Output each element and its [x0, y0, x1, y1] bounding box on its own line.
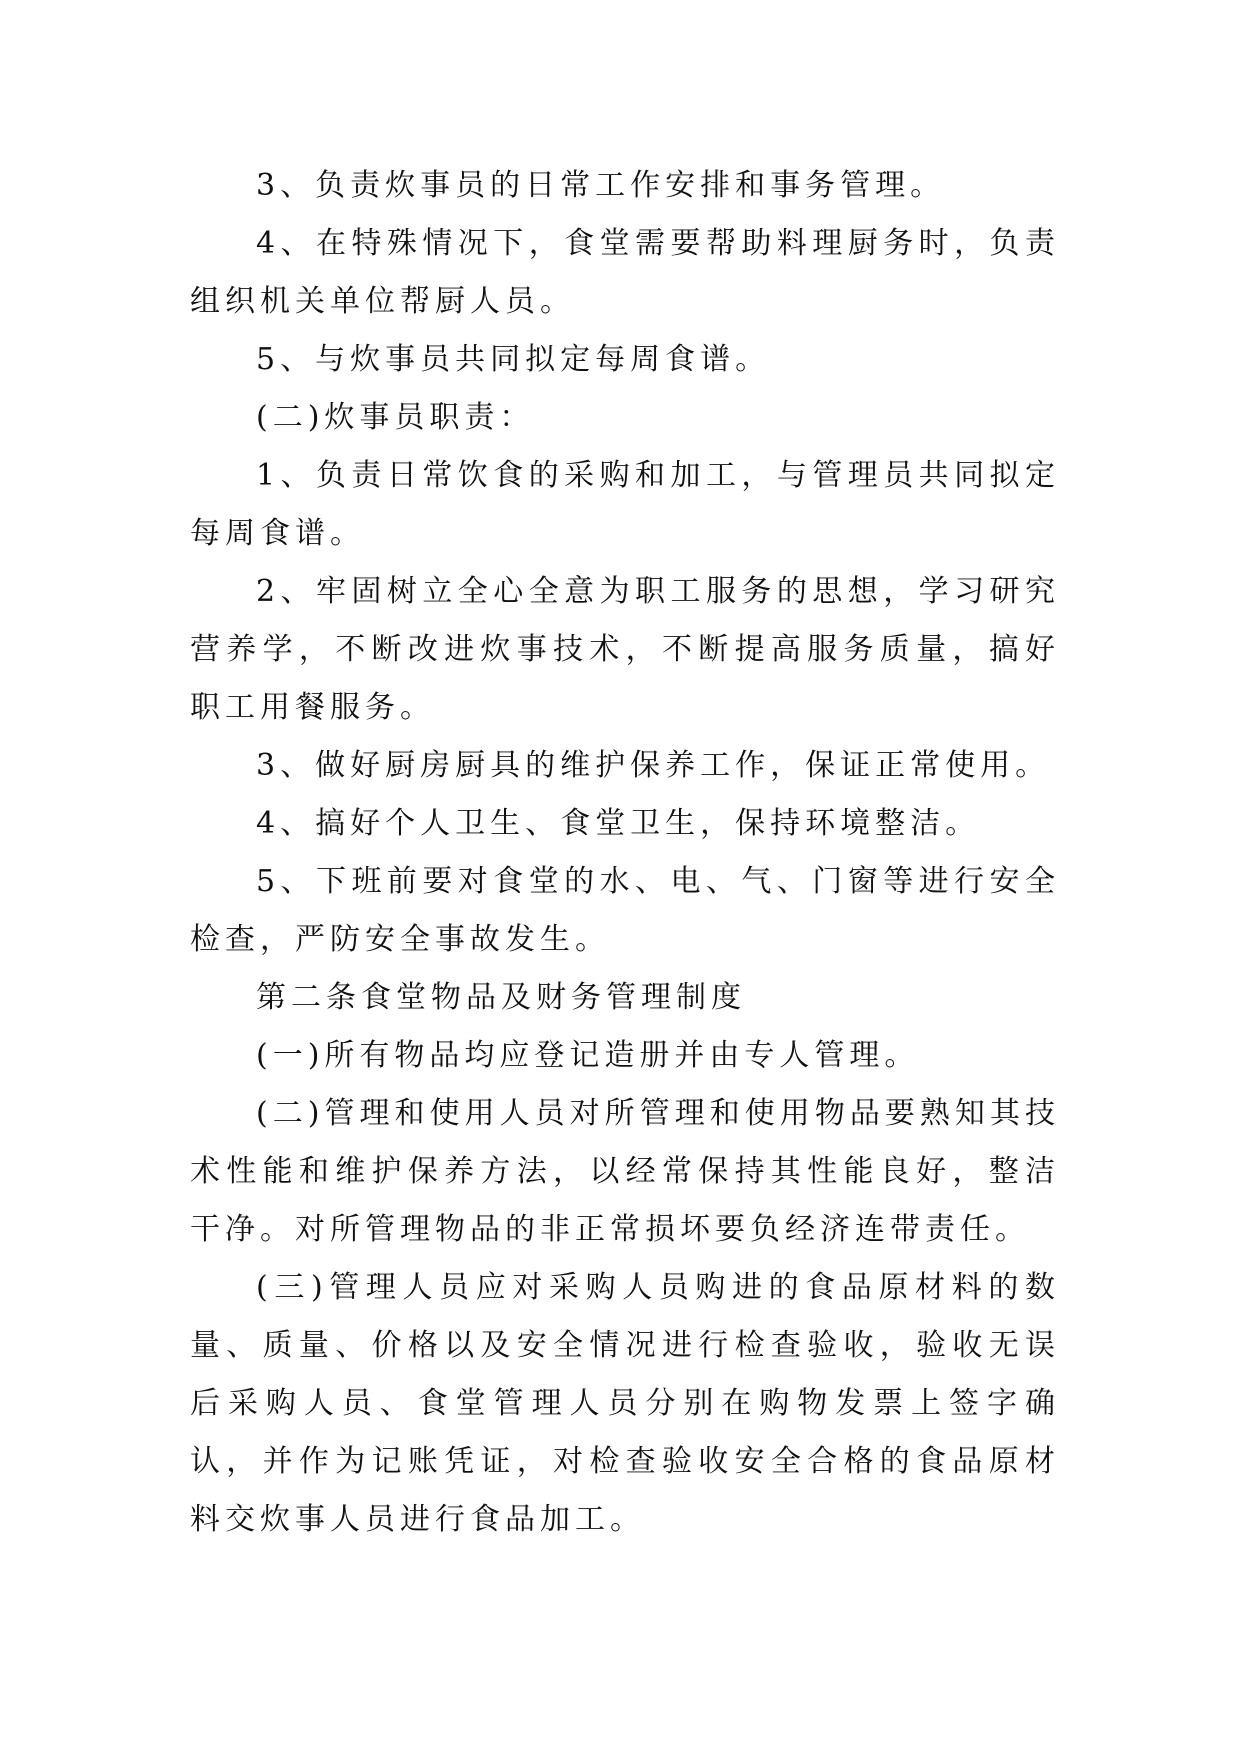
paragraph-manager-duty-3: 3、负责炊事员的日常工作安排和事务管理。 [256, 168, 946, 203]
paragraph-cook-duty-4: 4、搞好个人卫生、食堂卫生，保持环境整洁。 [256, 806, 981, 841]
paragraph-cook-duty-5: 5、下班前要对食堂的水、电、气、门窗等进行安全检查，严防安全事故发生。 [190, 864, 1060, 957]
paragraph-cook-duty-2: 2、牢固树立全心全意为职工服务的思想，学习研究营养学，不断改进炊事技术，不断提高服务质量，搞好职工用餐服务。 [190, 574, 1060, 725]
section-heading-cook-duties: (二)炊事员职责： [256, 400, 535, 435]
paragraph-manager-duty-5: 5、与炊事员共同拟定每周食谱。 [256, 342, 771, 377]
paragraph-item-1: (一)所有物品均应登记造册并由专人管理。 [256, 1038, 920, 1073]
paragraph-item-3: (三)管理人员应对采购人员购进的食品原材料的数量、质量、价格以及安全情况进行检查验收，验收无误后采购人员、食堂管理人员分别在购物发票上签字确认，并作为记账凭证，对检查验收安全合格的食品原材料交炊事人员进行食品加工。 [190, 1270, 1060, 1537]
document-body [190, 157, 1060, 1549]
paragraph-manager-duty-4: 4、在特殊情况下，食堂需要帮助料理厨务时，负责组织机关单位帮厨人员。 [190, 226, 1060, 319]
article-heading-2: 第二条食堂物品及财务管理制度 [256, 980, 746, 1015]
paragraph-cook-duty-3: 3、做好厨房厨具的维护保养工作，保证正常使用。 [256, 748, 1051, 783]
paragraph-cook-duty-1: 1、负责日常饮食的采购和加工，与管理员共同拟定每周食谱。 [190, 458, 1060, 551]
paragraph-item-2: (二)管理和使用人员对所管理和使用物品要熟知其技术性能和维护保养方法，以经常保持其性能良好，整洁干净。对所管理物品的非正常损坏要负经济连带责任。 [190, 1096, 1060, 1247]
